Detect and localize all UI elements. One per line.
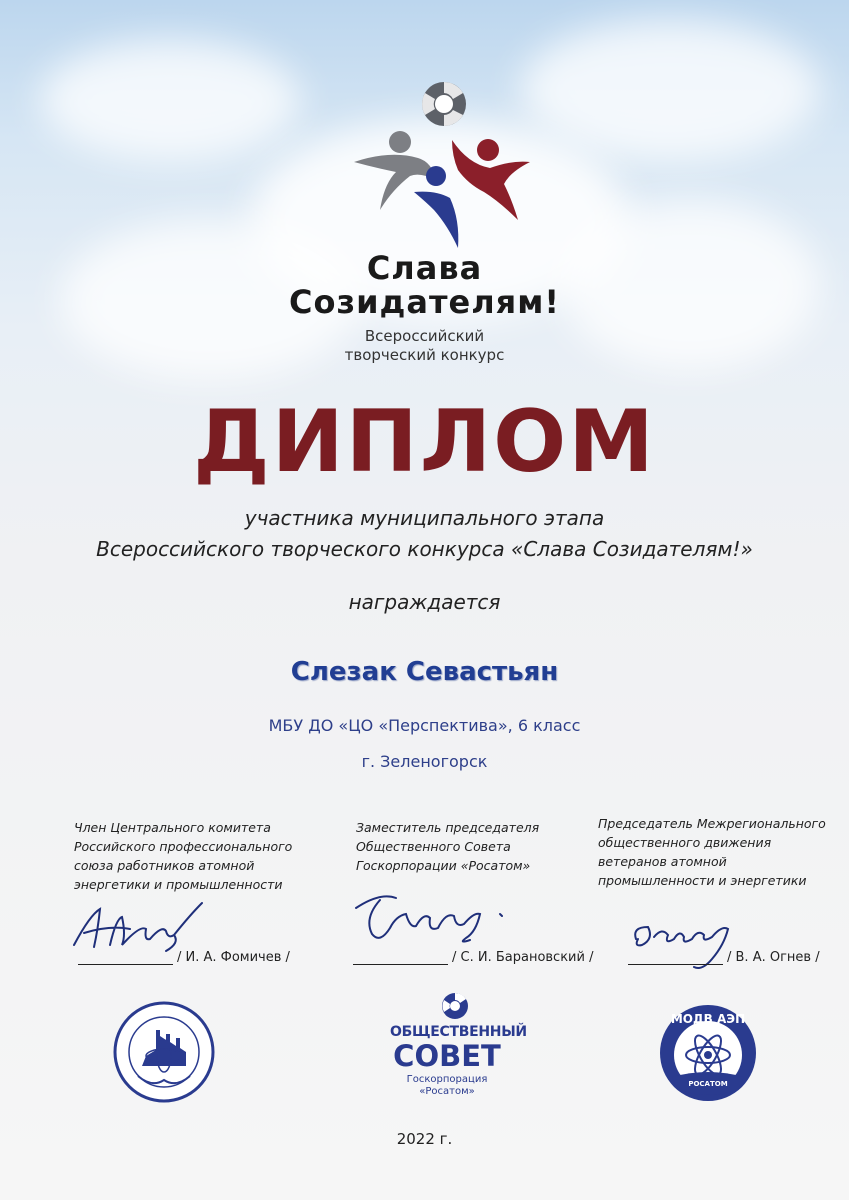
signatory-1-name: / И. А. Фомичев /: [177, 950, 290, 965]
signatory-3-name: / В. А. Огнев /: [727, 950, 820, 965]
recipient-name: Слезак Севастьян: [290, 657, 559, 687]
city-name: г. Зеленогорск: [361, 752, 488, 771]
trade-union-seal-icon: [112, 1000, 216, 1104]
signatory-1-title-line: Российского профессионального: [74, 839, 293, 854]
council-logo-line3: Госкорпорация: [406, 1074, 488, 1085]
signatory-3-title-line: общественного движения: [598, 835, 772, 850]
council-logo-line1: ОБЩЕСТВЕННЫЙ: [390, 1024, 527, 1040]
school-name: МБУ ДО «ЦО «Перспектива», 6 класс: [268, 716, 581, 735]
signatory-2-title: [356, 818, 576, 875]
diploma-title: ДИПЛОМ: [193, 392, 656, 492]
council-logo-line2: СОВЕТ: [393, 1039, 501, 1073]
contest-subtitle-line1: Всероссийский: [364, 327, 485, 345]
signatory-3-title-line: ветеранов атомной: [598, 854, 727, 869]
signature-2-icon: [350, 888, 520, 953]
signatory-3-title: [598, 814, 838, 890]
signatory-3-title-line: промышленности и энергетики: [598, 873, 807, 888]
signatory-1-line: [78, 950, 290, 965]
signature-rule: [353, 950, 448, 965]
signature-rule: [78, 950, 173, 965]
signature-1-icon: [70, 895, 210, 955]
signatory-1-title-line: энергетики и промышленности: [74, 877, 283, 892]
signatory-1-title-line: Член Центрального комитета: [74, 820, 271, 835]
signatory-2-line: [353, 950, 593, 965]
diploma-line2: Всероссийского творческого конкурса «Слава Созидателям!»: [96, 537, 753, 561]
cloud-decoration: [40, 40, 300, 160]
cloud-decoration: [520, 20, 820, 160]
signatory-1-title: [74, 818, 314, 894]
awarded-text: награждается: [348, 590, 501, 614]
signatory-3-title-line: Председатель Межрегионального: [598, 816, 826, 831]
signatory-2-title-line: Общественного Совета: [356, 839, 511, 854]
contest-logo-icon: [340, 80, 540, 255]
contest-subtitle-line2: творческий конкурс: [344, 346, 505, 364]
signatory-3-line: [628, 950, 820, 965]
signatory-1-title-line: союза работников атомной: [74, 858, 255, 873]
modv-logo-top-text: МОДВ АЭП: [670, 1012, 746, 1026]
signatory-2-name: / С. И. Барановский /: [452, 950, 594, 965]
council-logo-line4: «Росатом»: [419, 1086, 475, 1097]
rosatom-atom-icon: [441, 992, 469, 1020]
signature-3-icon: [628, 915, 738, 975]
modv-logo-bottom-text: РОСАТОМ: [688, 1080, 728, 1088]
diploma-line1: участника муниципального этапа: [244, 506, 605, 530]
signatory-2-title-line: Госкорпорации «Росатом»: [356, 858, 531, 873]
signature-rule: [628, 950, 723, 965]
contest-name-line2: Созидателям!: [289, 283, 560, 321]
contest-name-line1: Слава: [366, 249, 483, 287]
signatory-2-title-line: Заместитель председателя: [356, 820, 540, 835]
year-text: 2022 г.: [396, 1130, 453, 1148]
